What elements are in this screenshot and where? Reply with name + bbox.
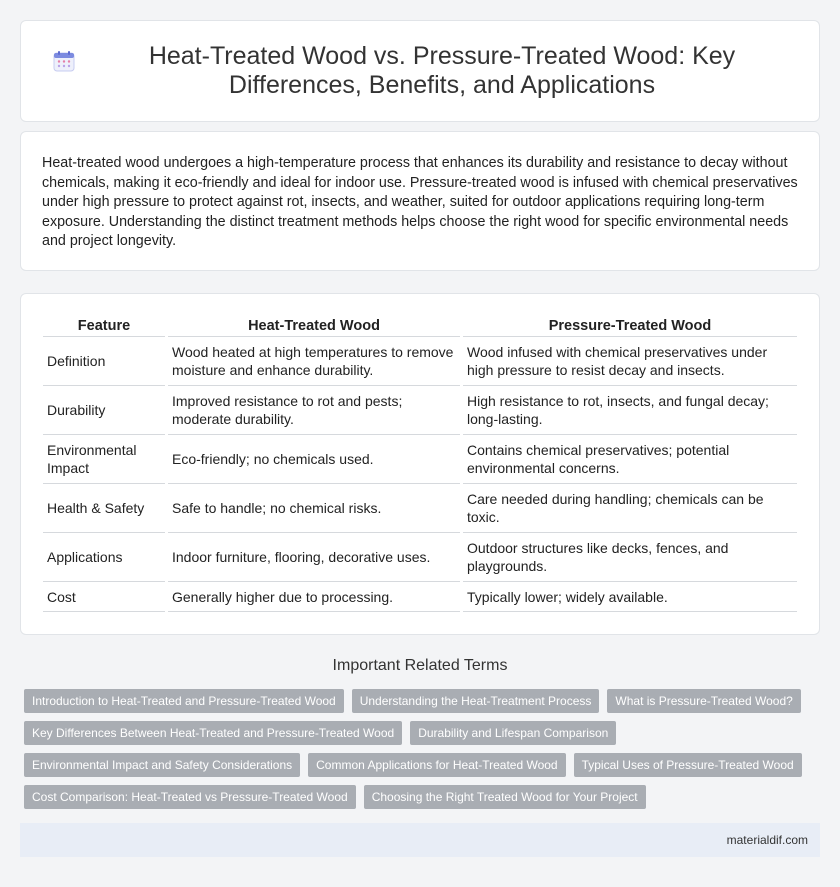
related-term-tag[interactable]: Durability and Lifespan Comparison <box>410 721 616 745</box>
comparison-table <box>40 312 800 612</box>
related-term-tag[interactable]: Environmental Impact and Safety Considerations <box>24 753 300 777</box>
related-term-tag[interactable]: What is Pressure-Treated Wood? <box>607 689 800 713</box>
tag-row <box>24 785 814 809</box>
footer <box>20 823 820 857</box>
related-term-tag[interactable]: Common Applications for Heat-Treated Wood <box>308 753 565 777</box>
pressure-treated-cell: Contains chemical preservatives; potential environmental concerns. <box>463 435 797 484</box>
table-row <box>43 337 797 386</box>
column-header-pressure-treated: Pressure-Treated Wood <box>463 312 797 337</box>
intro-paragraph: Heat-treated wood undergoes a high-temperature process that enhances its durability and resistance to decay without chemicals, making it eco-friendly and ideal for indoor use. Pressure-treated wood is infused with chemical preservatives under high pressure to protect against rot, insects, and weather, suited for outdoor applications requiring long-term exposure. Understanding the distinct treatment methods helps choose the right wood for specific environmental needs and project longevity. <box>42 155 798 250</box>
pressure-treated-cell: Care needed during handling; chemicals can be toxic. <box>463 484 797 533</box>
table-row <box>43 484 797 533</box>
table-row <box>43 435 797 484</box>
intro-card <box>20 131 820 271</box>
related-term-tag[interactable]: Choosing the Right Treated Wood for Your Project <box>364 785 646 809</box>
heat-treated-cell: Generally higher due to processing. <box>168 582 460 612</box>
related-terms-title: Important Related Terms <box>332 657 508 674</box>
heat-treated-cell: Eco-friendly; no chemicals used. <box>168 435 460 484</box>
tag-row <box>24 753 814 777</box>
footer-site-link[interactable]: materialdif.com <box>726 833 808 847</box>
pressure-treated-cell: Outdoor structures like decks, fences, and playgrounds. <box>463 533 797 582</box>
feature-cell: Environmental Impact <box>43 435 165 484</box>
feature-cell: Definition <box>43 337 165 386</box>
title-wrap <box>53 42 787 100</box>
feature-cell: Health & Safety <box>43 484 165 533</box>
calendar-icon <box>53 50 75 72</box>
comparison-table-card <box>20 293 820 635</box>
related-term-tag[interactable]: Understanding the Heat-Treatment Process <box>352 689 600 713</box>
table-row <box>43 582 797 612</box>
heat-treated-cell: Indoor furniture, flooring, decorative uses. <box>168 533 460 582</box>
pressure-treated-cell: High resistance to rot, insects, and fungal decay; long-lasting. <box>463 386 797 435</box>
table-row <box>43 386 797 435</box>
page-title: Heat-Treated Wood vs. Pressure-Treated Wood: Key Differences, Benefits, and Applications <box>148 42 736 99</box>
related-term-tag[interactable]: Typical Uses of Pressure-Treated Wood <box>574 753 802 777</box>
tag-row <box>24 721 814 745</box>
heat-treated-cell: Improved resistance to rot and pests; moderate durability. <box>168 386 460 435</box>
related-term-tag[interactable]: Cost Comparison: Heat-Treated vs Pressure-Treated Wood <box>24 785 356 809</box>
heat-treated-cell: Safe to handle; no chemical risks. <box>168 484 460 533</box>
related-term-tag[interactable]: Key Differences Between Heat-Treated and Pressure-Treated Wood <box>24 721 402 745</box>
pressure-treated-cell: Typically lower; widely available. <box>463 582 797 612</box>
related-term-tag[interactable]: Introduction to Heat-Treated and Pressure-Treated Wood <box>24 689 344 713</box>
related-terms-tags <box>24 689 814 817</box>
feature-cell: Cost <box>43 582 165 612</box>
pressure-treated-cell: Wood infused with chemical preservatives under high pressure to resist decay and insects. <box>463 337 797 386</box>
feature-cell: Applications <box>43 533 165 582</box>
tag-row <box>24 689 814 713</box>
column-header-heat-treated: Heat-Treated Wood <box>168 312 460 337</box>
table-header-row <box>43 312 797 337</box>
heat-treated-cell: Wood heated at high temperatures to remove moisture and enhance durability. <box>168 337 460 386</box>
feature-cell: Durability <box>43 386 165 435</box>
header-card <box>20 20 820 122</box>
column-header-feature: Feature <box>43 312 165 337</box>
table-row <box>43 533 797 582</box>
